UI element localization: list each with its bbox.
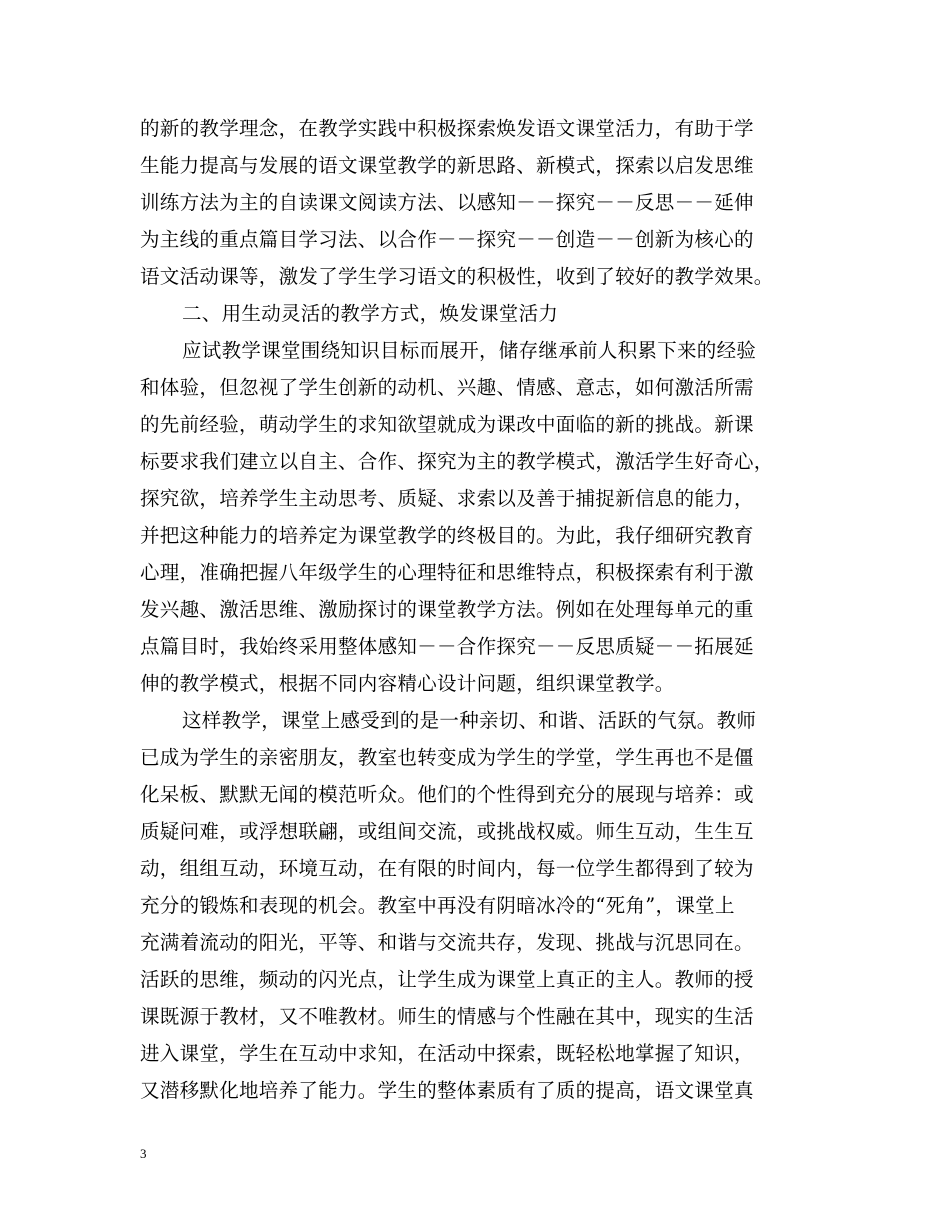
text-line: 和体验，但忽视了学生创新的动机、兴趣、情感、意志，如何激活所需 <box>140 376 754 399</box>
text-line: 为主线的重点篇目学习法、以合作－－探究－－创造－－创新为核心的 <box>140 228 754 251</box>
text-line: 充满着流动的阳光，平等、和谐与交流共存，发现、挑战与沉思同在。 <box>140 931 754 954</box>
text-line: 生能力提高与发展的语文课堂教学的新思路、新模式，探索以启发思维 <box>140 154 754 177</box>
text-line: 活跃的思维，频动的闪光点，让学生成为课堂上真正的主人。教师的授 <box>140 968 754 991</box>
text-line: 应试教学课堂围绕知识目标而展开，储存继承前人积累下来的经验 <box>182 339 757 362</box>
text-line: 伸的教学模式，根据不同内容精心设计问题，组织课堂教学。 <box>140 672 675 695</box>
text-line: 课既源于教材，又不唯教材。师生的情感与个性融在其中，现实的生活 <box>140 1005 754 1028</box>
text-line: 又潜移默化地培养了能力。学生的整体素质有了质的提高，语文课堂真 <box>140 1079 754 1102</box>
text-line: 进入课堂，学生在互动中求知，在活动中探索，既轻松地掌握了知识， <box>140 1042 754 1065</box>
page-number: 3 <box>140 1146 147 1161</box>
text-line: 训练方法为主的自读课文阅读方法、以感知－－探究－－反思－－延伸 <box>140 191 754 214</box>
text-line: 心理，准确把握八年级学生的心理特征和思维特点，积极探索有利于激 <box>140 561 754 584</box>
text-line: 动，组组互动，环境互动，在有限的时间内，每一位学生都得到了较为 <box>140 857 754 880</box>
text-line: 的新的教学理念，在教学实践中积极探索焕发语文课堂活力，有助于学 <box>140 117 754 140</box>
text-line: 化呆板、默默无闻的模范听众。他们的个性得到充分的展现与培养：或 <box>140 783 754 806</box>
text-line: 已成为学生的亲密朋友，教室也转变成为学生的学堂，学生再也不是僵 <box>140 746 754 769</box>
text-line: 语文活动课等，激发了学生学习语文的积极性，收到了较好的教学效果。 <box>140 265 774 288</box>
text-line: 的先前经验，萌动学生的求知欲望就成为课改中面临的新的挑战。新课 <box>140 413 754 436</box>
section-heading: 二、用生动灵活的教学方式，焕发课堂活力 <box>182 302 559 325</box>
text-line: 探究欲，培养学生主动思考、质疑、求索以及善于捕捉新信息的能力， <box>140 487 754 510</box>
text-line: 发兴趣、激活思维、激励探讨的课堂教学方法。例如在处理每单元的重 <box>140 598 754 621</box>
text-line: 点篇目时，我始终采用整体感知－－合作探究－－反思质疑－－拓展延 <box>140 635 754 658</box>
text-line: 并把这种能力的培养定为课堂教学的终极目的。为此，我仔细研究教育 <box>140 524 754 547</box>
text-line: 质疑问难，或浮想联翩，或组间交流，或挑战权威。师生互动，生生互 <box>140 820 754 843</box>
text-line: 充分的锻炼和表现的机会。教室中再没有阴暗冰冷的“死角”，课堂上 <box>140 894 735 917</box>
text-line: 这样教学，课堂上感受到的是一种亲切、和谐、活跃的气氛。教师 <box>182 709 757 732</box>
text-line: 标要求我们建立以自主、合作、探究为主的教学模式，激活学生好奇心， <box>140 450 774 473</box>
